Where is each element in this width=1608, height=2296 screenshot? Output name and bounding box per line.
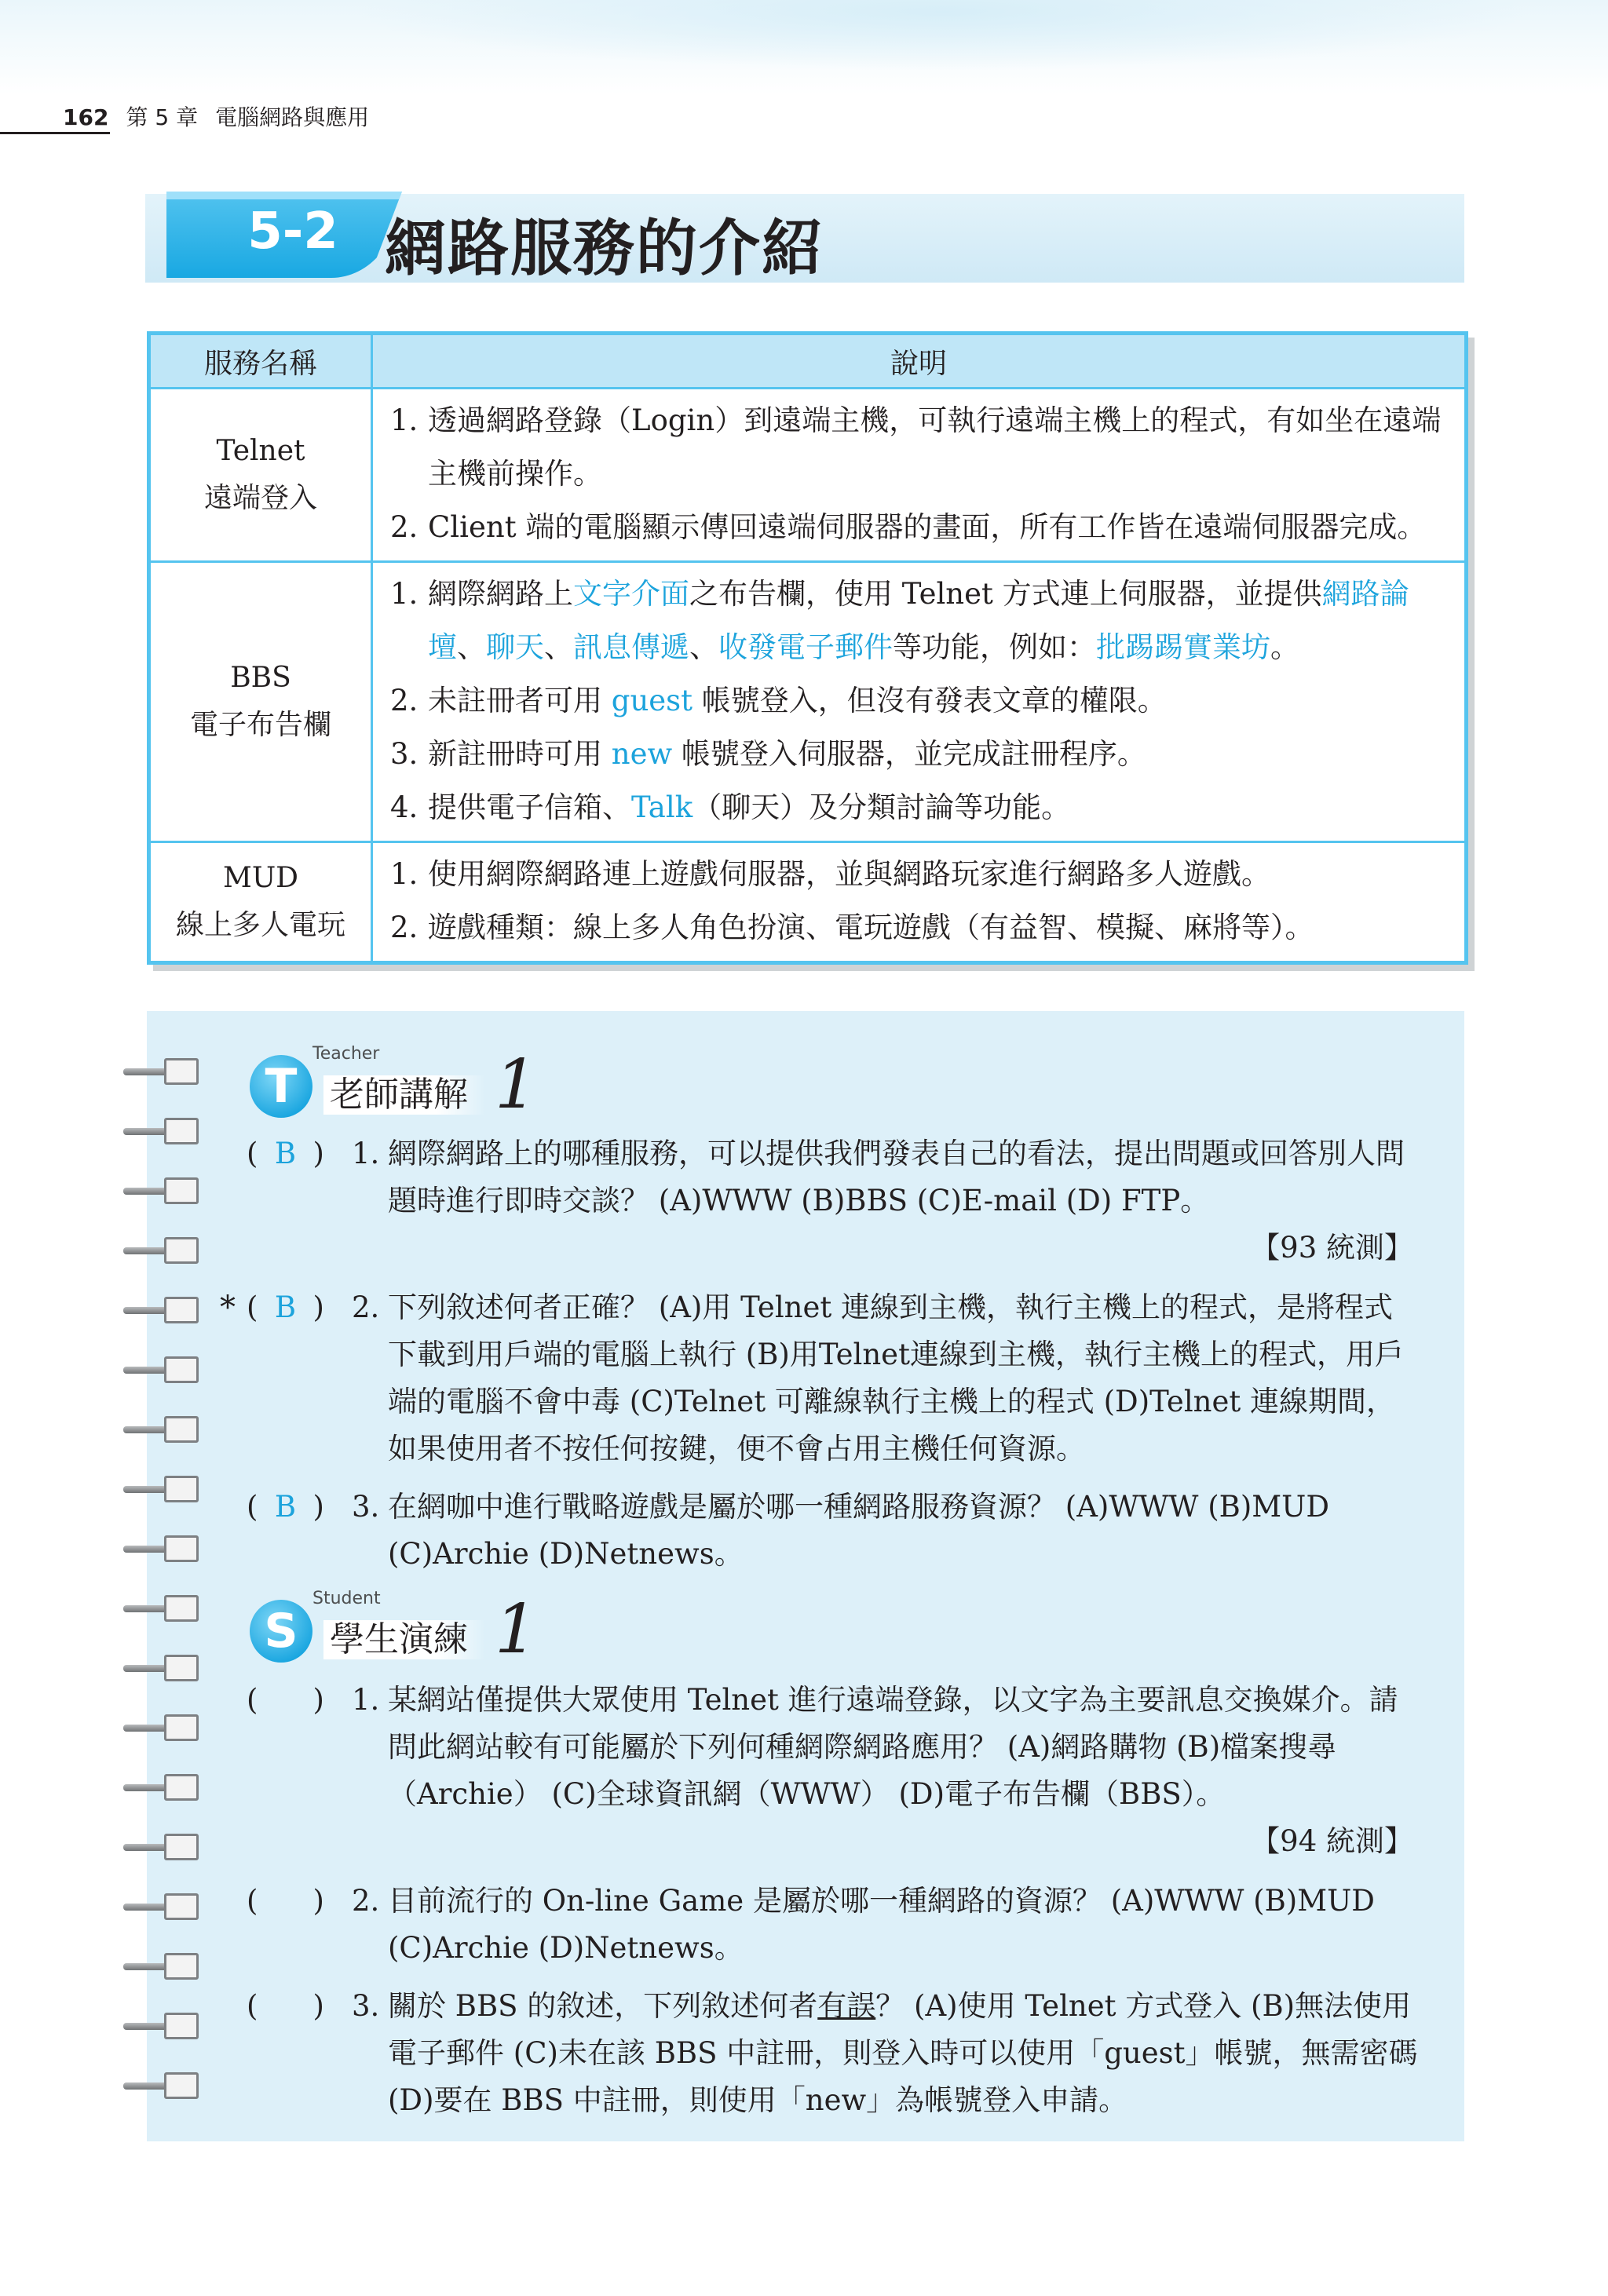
answer-paren: ( B ): [247, 1284, 341, 1331]
question-number: 3.: [352, 1989, 380, 2023]
student-letter-icon: S: [250, 1600, 312, 1663]
answer: B: [274, 1290, 297, 1324]
table-row: [151, 562, 1464, 842]
student-question-3: [220, 1983, 1421, 2124]
question-text: 關於 BBS 的敘述，下列敘述何者有誤？ (A)使用 Telnet 方式登入 (B)無法使用電子郵件 (C)未在該 BBS 中註冊，則登入時可以使用「guest」帳號，無需密碼 (D)要在 BBS 中註冊，則使用「new」為帳號登入申請。: [388, 1989, 1418, 2117]
page-number: 162: [63, 104, 109, 130]
binding-ring: [123, 1595, 205, 1622]
binding-ring: [123, 1237, 205, 1264]
binding-ring: [123, 1714, 205, 1741]
table-header-desc: 說明: [372, 335, 1465, 389]
list-item: 3. 新註冊時可用 new 帳號登入伺服器，並完成註冊程序。: [390, 737, 1146, 771]
binding-ring: [123, 1535, 205, 1562]
list-item: 1. 透過網路登錄（Login）到遠端主機，可執行遠端主機上的程式，有如坐在遠端主機前操作。: [390, 403, 1442, 491]
question-number: 2.: [352, 1290, 380, 1324]
binding-ring: [123, 1834, 205, 1860]
service-name-zh: 線上多人電玩: [175, 909, 345, 941]
table-row: [151, 389, 1464, 562]
binding-ring: [123, 1177, 205, 1204]
service-table: [147, 331, 1468, 965]
answer-paren: ( B ): [247, 1484, 341, 1531]
answer-paren: ( ): [247, 1989, 324, 2023]
binding-ring: [123, 1058, 205, 1085]
student-badge: [250, 1589, 579, 1669]
student-question-2: [220, 1878, 1421, 1972]
student-number: 1: [495, 1590, 538, 1669]
binding-ring: [123, 2072, 205, 2099]
service-name-en: Telnet: [216, 435, 305, 467]
binding-ring: [123, 1774, 205, 1801]
list-item: 1. 網際網路上文字介面之布告欄，使用 Telnet 方式連上伺服器，並提供網路論壇、聊天、訊息傳遞、收發電子郵件等功能，例如：批踢踢實業坊。: [390, 577, 1409, 664]
chapter-title: 電腦網路與應用: [215, 104, 370, 130]
list-item: 2. 未註冊者可用 guest 帳號登入，但沒有發表文章的權限。: [390, 684, 1167, 717]
student-label: 學生演練: [323, 1620, 485, 1659]
question-source: 【93 統測】: [1251, 1231, 1413, 1265]
binding-ring: [123, 1893, 205, 1920]
list-item: 2. 遊戲種類：線上多人角色扮演、電玩遊戲（有益智、模擬、麻將等）。: [390, 911, 1314, 944]
table-header-name: 服務名稱: [151, 335, 372, 389]
service-name-en: BBS: [230, 662, 291, 694]
section-number: 5-2: [247, 203, 338, 261]
question-text: 在網咖中進行戰略遊戲是屬於哪一種網路服務資源？ (A)WWW (B)MUD (C)Archie (D)Netnews。: [388, 1490, 1329, 1571]
question-number: 1.: [352, 1683, 380, 1717]
list-item: 2. Client 端的電腦顯示傳回遠端伺服器的畫面，所有工作皆在遠端伺服器完成。: [390, 510, 1427, 544]
question-text: 下列敘述何者正確？ (A)用 Telnet 連線到主機，執行主機上的程式，是將程式下載到用戶端的電腦上執行 (B)用Telnet連線到主機，執行主機上的程式，用戶端的電腦不會中毒 (C)Telnet 可離線執行主機上的程式 (D)Telnet 連線期間，如果使用者不按任何按鍵，便不會占用主機任何資源。: [388, 1290, 1404, 1466]
service-name-zh: 遠端登入: [203, 482, 317, 514]
binding-ring: [123, 1655, 205, 1681]
service-name: [151, 562, 372, 842]
teacher-number: 1: [495, 1046, 538, 1124]
section-title: 網路服務的介紹: [385, 214, 825, 284]
student-small-label: Student: [312, 1589, 381, 1608]
teacher-question-3: [220, 1484, 1421, 1578]
answer: B: [274, 1490, 297, 1524]
top-swoosh: [353, 0, 1531, 71]
question-number: 2.: [352, 1884, 380, 1918]
question-text: 網際網路上的哪種服務，可以提供我們發表自己的看法，提出問題或回答別人問題時進行即時交談？ (A)WWW (B)BBS (C)E-mail (D) FTP。: [388, 1137, 1405, 1217]
service-description: [372, 842, 1465, 962]
answer-paren: ( B ): [247, 1130, 341, 1177]
teacher-label: 老師講解: [323, 1075, 485, 1115]
answer-paren: ( ): [247, 1884, 324, 1918]
teacher-question-2: [220, 1284, 1421, 1473]
list-item: 4. 提供電子信箱、Talk（聊天）及分類討論等功能。: [390, 790, 1071, 824]
binding-ring: [123, 1297, 205, 1323]
question-number: 1.: [352, 1137, 380, 1170]
binding-ring: [123, 1118, 205, 1144]
binding-ring: [123, 1953, 205, 1980]
question-text: 目前流行的 On-line Game 是屬於哪一種網路的資源？ (A)WWW (B)MUD (C)Archie (D)Netnews。: [388, 1884, 1375, 1965]
teacher-small-label: Teacher: [312, 1044, 380, 1064]
binding-ring: [123, 1356, 205, 1383]
chapter-number: 第 5 章: [126, 104, 199, 130]
list-item: 1. 使用網際網路連上遊戲伺服器，並與網路玩家進行網路多人遊戲。: [390, 857, 1270, 891]
star-mark: *: [220, 1290, 236, 1326]
teacher-badge: [250, 1044, 579, 1124]
teacher-question-1: [220, 1130, 1421, 1272]
top-decoration: [0, 0, 1608, 94]
running-header: [63, 100, 369, 135]
service-name-zh: 電子布告欄: [189, 709, 331, 741]
teacher-letter-icon: T: [250, 1055, 312, 1118]
binding-ring: [123, 1416, 205, 1443]
answer: B: [274, 1137, 297, 1170]
binding-ring: [123, 1476, 205, 1502]
question-number: 3.: [352, 1490, 380, 1524]
underlined-word: 有誤: [817, 1989, 876, 2023]
question-source: 【94 統測】: [1251, 1824, 1413, 1858]
service-description: [372, 562, 1465, 842]
service-name: [151, 842, 372, 962]
header-rule: [0, 132, 110, 134]
answer-paren: ( ): [247, 1683, 324, 1717]
table-row: [151, 842, 1464, 962]
binding-ring: [123, 2013, 205, 2039]
student-question-1: [220, 1677, 1421, 1865]
service-name-en: MUD: [222, 862, 299, 894]
question-text: 某網站僅提供大眾使用 Telnet 進行遠端登錄，以文字為主要訊息交換媒介。請問此網站較有可能屬於下列何種網際網路應用？ (A)網路購物 (B)檔案搜尋（Archie） (C)全球資訊網（WWW） (D)電子布告欄（BBS）。: [388, 1683, 1398, 1811]
service-name: [151, 389, 372, 562]
service-description: [372, 389, 1465, 562]
